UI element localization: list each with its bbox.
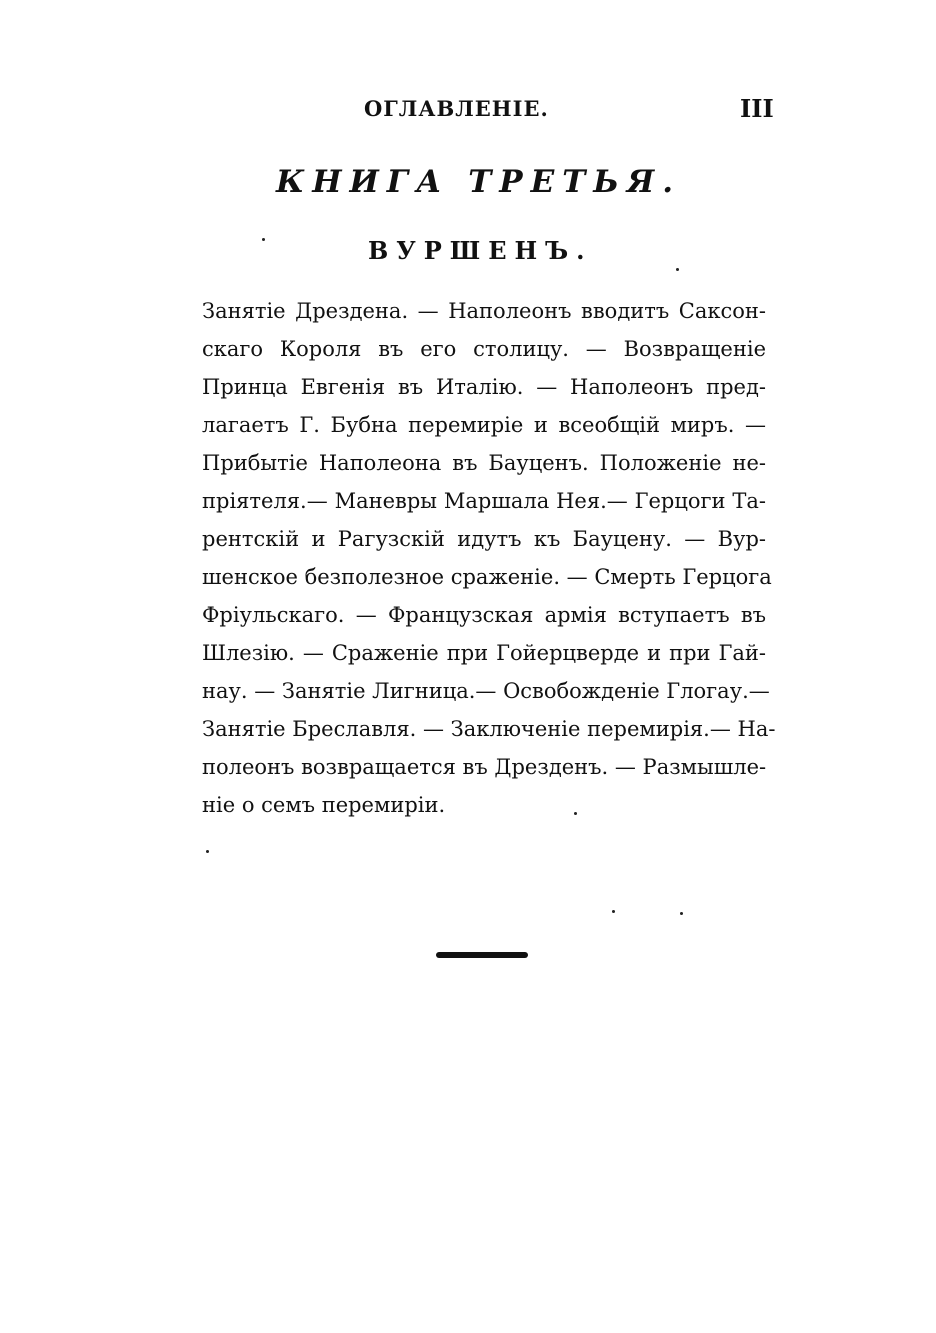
print-speck bbox=[206, 850, 209, 853]
summary-line: Занятіе Дрездена. — Наполеонъ вводитъ Саксон- bbox=[202, 299, 766, 323]
summary-line: Фріульскаго. — Французская армія вступаетъ въ bbox=[202, 603, 766, 627]
summary-line: скаго Короля въ его столицу. — Возвращеніе bbox=[202, 337, 766, 361]
summary-line: ніе о семъ перемиріи. bbox=[202, 793, 446, 817]
print-speck bbox=[612, 910, 615, 913]
print-speck bbox=[574, 812, 577, 815]
summary-line: нау. — Занятіе Лигница.— Освобожденіе Глогау.— bbox=[202, 679, 770, 703]
print-speck bbox=[676, 268, 679, 271]
chapter-summary bbox=[202, 292, 776, 824]
running-title: ОГЛАВЛЕНІЕ. bbox=[364, 96, 549, 121]
summary-line: Прибытіе Наполеона въ Бауценъ. Положеніе не- bbox=[202, 451, 766, 475]
summary-line: Занятіе Бреславля. — Заключеніе перемирія.— На- bbox=[202, 717, 776, 741]
page-number: III bbox=[740, 94, 774, 123]
summary-line: Принца Евгенія въ Италію. — Наполеонъ пред- bbox=[202, 375, 766, 399]
book-title: КНИГА ТРЕТЬЯ. bbox=[276, 164, 682, 200]
summary-line: Шлезію. — Сраженіе при Гойерцверде и при Гай- bbox=[202, 641, 766, 665]
summary-line: рентскій и Рагузскій идутъ къ Бауцену. — Вур- bbox=[202, 527, 766, 551]
summary-line: шенское безполезное сраженіе. — Смерть Герцога bbox=[202, 565, 772, 589]
summary-line: пріятеля.— Маневры Маршала Нея.— Герцоги Та- bbox=[202, 489, 766, 513]
ornament-rule bbox=[436, 952, 528, 958]
summary-line: лагаетъ Г. Бубна перемиріе и всеобщій миръ. — bbox=[202, 413, 766, 437]
print-speck bbox=[262, 238, 265, 241]
chapter-title: ВУРШЕНЪ. bbox=[368, 236, 593, 265]
summary-line: полеонъ возвращается въ Дрезденъ. — Размышле- bbox=[202, 755, 767, 779]
print-speck bbox=[680, 912, 683, 915]
